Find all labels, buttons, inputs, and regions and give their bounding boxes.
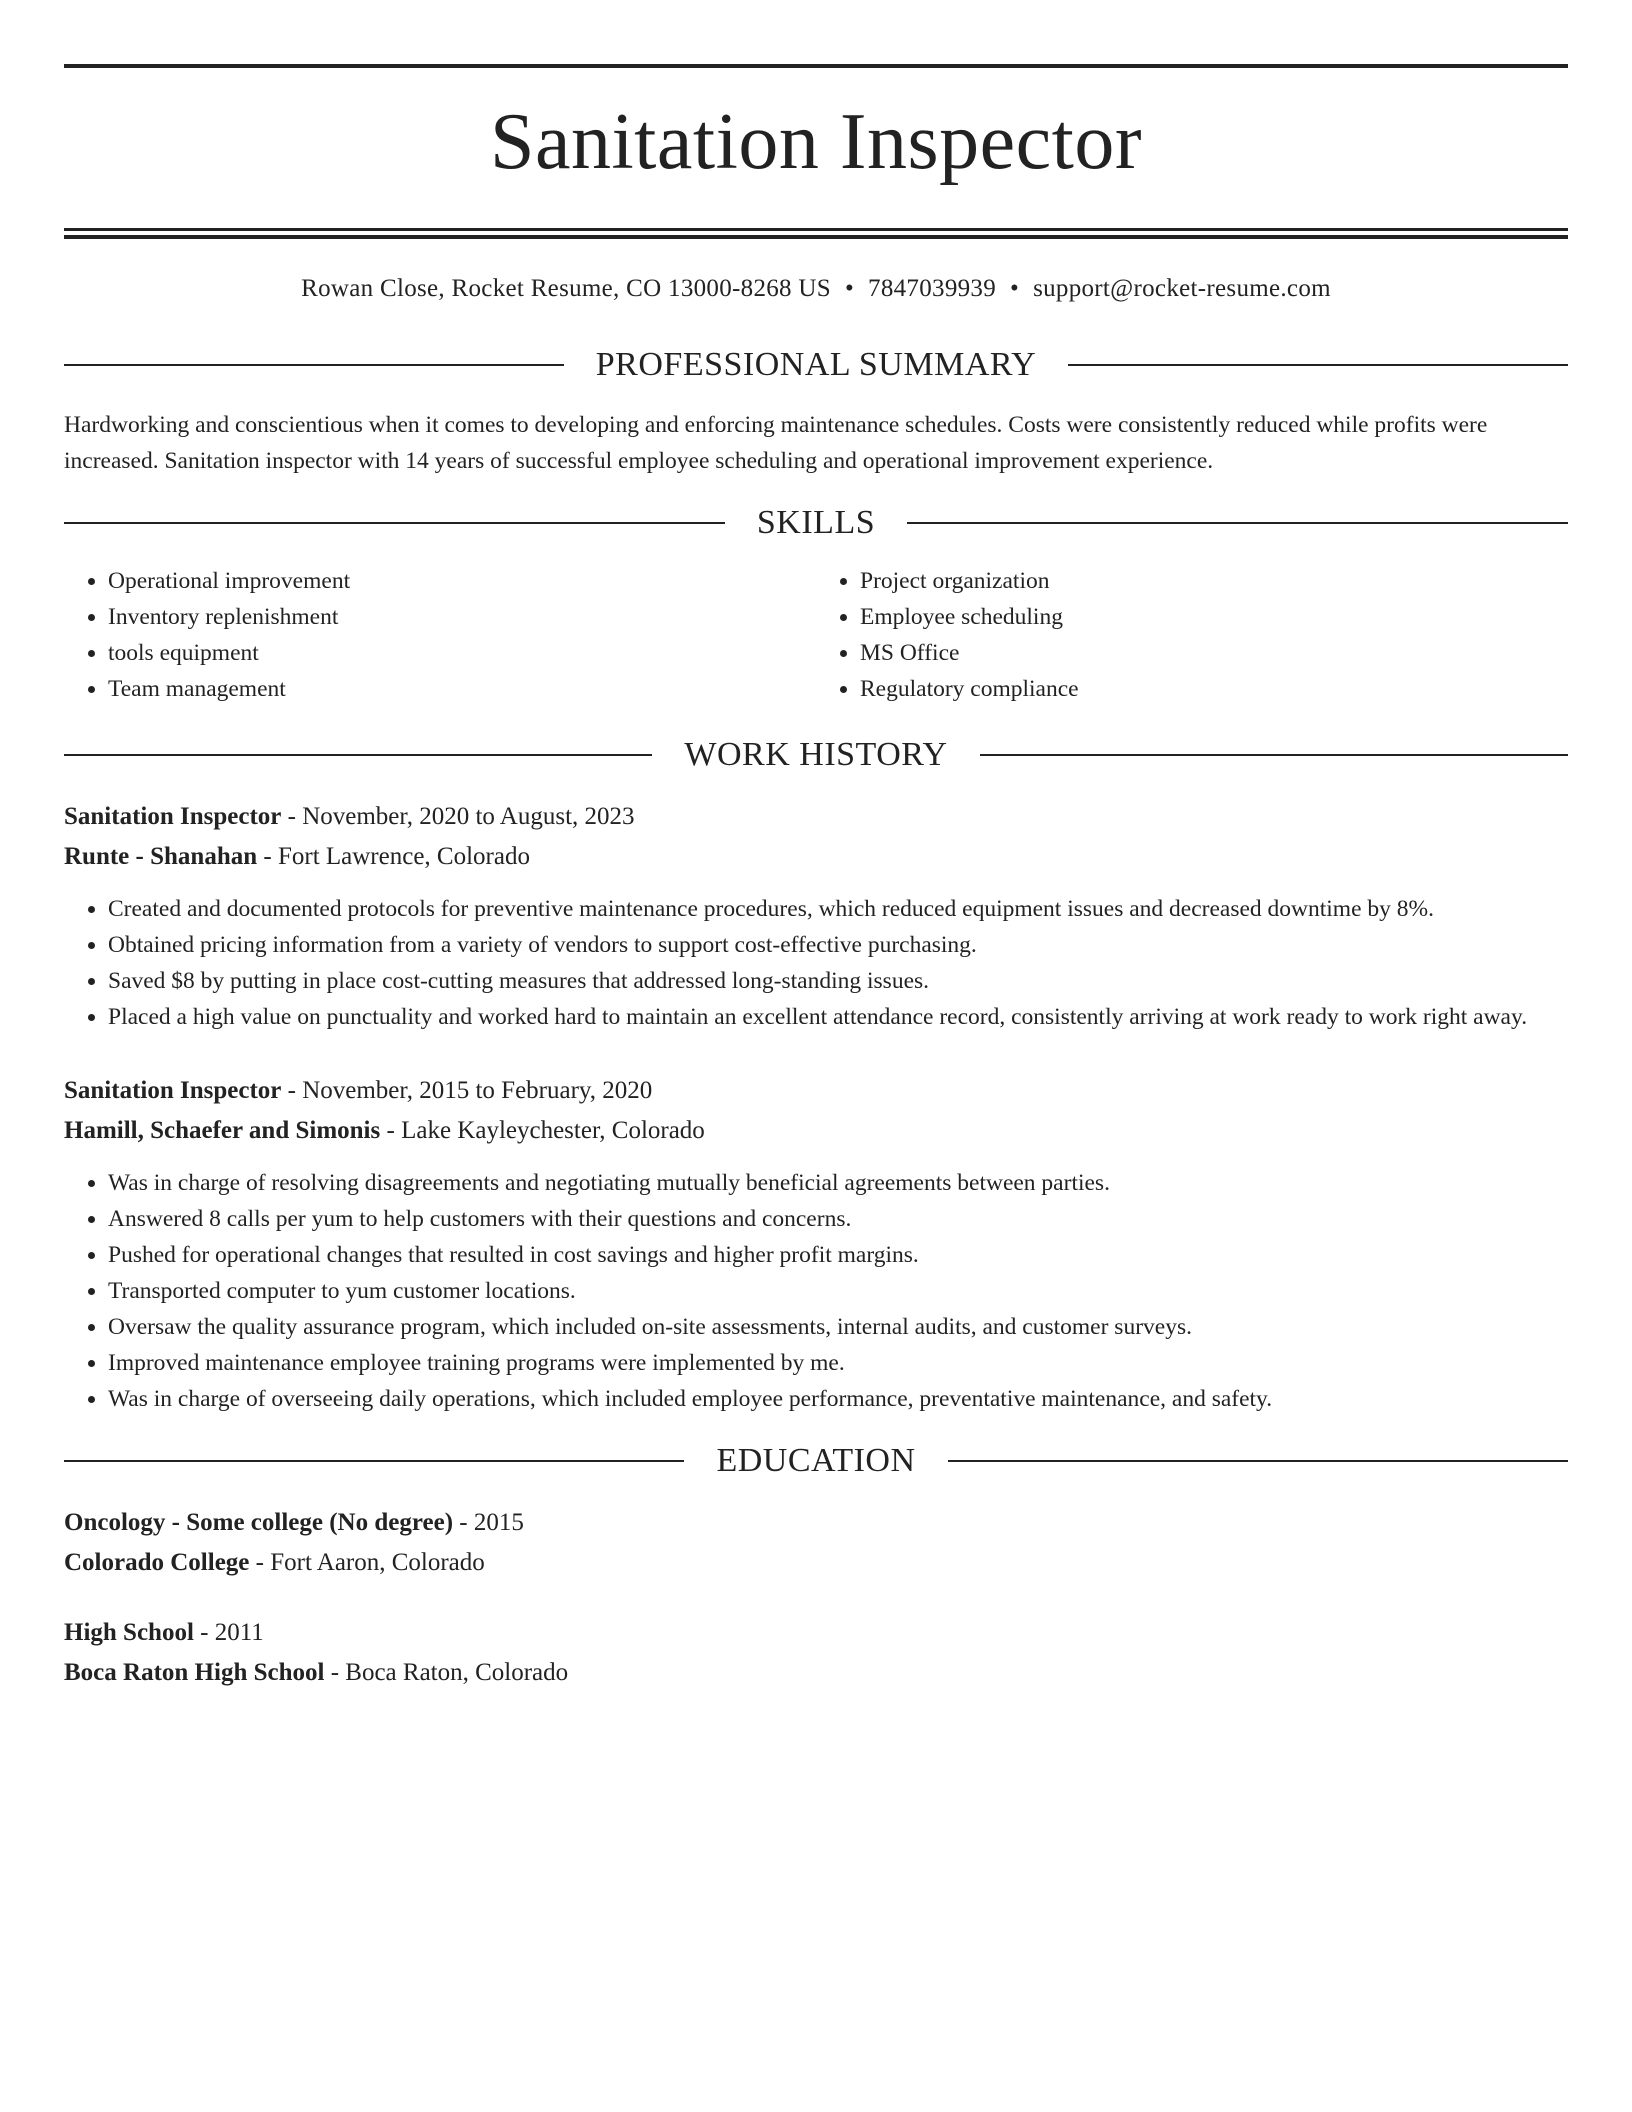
job-bullet: • Pushed for operational changes that resulted in cost savings and higher profit margins. <box>108 1237 1568 1273</box>
job-company-line <box>64 1111 1568 1151</box>
job-dates: - November, 2020 to August, 2023 <box>281 803 635 830</box>
education-school: Colorado College <box>64 1549 250 1576</box>
job-bullets <box>64 891 1568 1035</box>
job-bullet: • Was in charge of overseeing daily operations, which included employee performance, preventative maintenance, and safety. <box>108 1381 1568 1417</box>
job-bullet: • Placed a high value on punctuality and worked hard to maintain an excellent attendance record, consistently arriving at work ready to work right away. <box>108 999 1568 1035</box>
heading-rule-left <box>64 1460 684 1462</box>
job-bullet: • Saved $8 by putting in place cost-cutting measures that addressed long-standing issues. <box>108 963 1568 999</box>
job-bullet: • Was in charge of resolving disagreements and negotiating mutually beneficial agreements between parties. <box>108 1165 1568 1201</box>
job-title: Sanitation Inspector <box>64 803 282 830</box>
education-school-line <box>64 1653 1568 1693</box>
job-entry <box>64 797 1568 1035</box>
job-bullet: • Obtained pricing information from a variety of vendors to support cost-effective purchasing. <box>108 927 1568 963</box>
job-title-line <box>64 1071 1568 1111</box>
education-heading <box>64 1441 1568 1481</box>
summary-heading <box>64 345 1568 385</box>
summary-text: Hardworking and conscientious when it comes to developing and enforcing maintenance schedules. Costs were consistently reduced while profits were increased. Sanitation inspector with 14 years of successful employee scheduling and operational improvement experience. <box>64 412 1488 474</box>
work-heading <box>64 735 1568 775</box>
contact-phone: 7847039939 <box>868 275 997 302</box>
job-company: Hamill, Schaefer and Simonis <box>64 1117 381 1144</box>
heading-rule-right <box>907 522 1568 524</box>
heading-rule-right <box>1068 364 1568 366</box>
education-entry <box>64 1503 1568 1583</box>
skill-item: • MS Office <box>860 635 1568 671</box>
title-double-rule <box>64 228 1568 239</box>
job-bullets <box>64 1165 1568 1417</box>
job-title-line <box>64 797 1568 837</box>
contact-line <box>64 273 1568 305</box>
heading-rule-left <box>64 364 564 366</box>
contact-email: support@rocket-resume.com <box>1033 275 1331 302</box>
skills-left-list <box>64 563 816 707</box>
top-rule <box>64 64 1568 68</box>
job-company-line <box>64 837 1568 877</box>
work-heading-label: WORK HISTORY <box>684 736 948 773</box>
contact-separator: • <box>1010 275 1020 302</box>
job-bullet: • Improved maintenance employee training programs were implemented by me. <box>108 1345 1568 1381</box>
education-degree: Oncology - Some college (No degree) <box>64 1509 454 1536</box>
job-bullet: • Transported computer to yum customer locations. <box>108 1273 1568 1309</box>
skills-columns <box>64 563 1568 707</box>
education-degree-line <box>64 1503 1568 1543</box>
job-location: - Lake Kayleychester, Colorado <box>380 1117 705 1144</box>
heading-rule-right <box>980 754 1568 756</box>
contact-address: Rowan Close, Rocket Resume, CO 13000-8268 US <box>301 275 831 302</box>
heading-rule-right <box>948 1460 1568 1462</box>
heading-rule-left <box>64 522 725 524</box>
education-degree: High School <box>64 1619 194 1646</box>
skill-item: • Employee scheduling <box>860 599 1568 635</box>
education-degree-line <box>64 1613 1568 1653</box>
summary-heading-label: PROFESSIONAL SUMMARY <box>595 346 1037 383</box>
education-school: Boca Raton High School <box>64 1659 325 1686</box>
skill-item: • Regulatory compliance <box>860 671 1568 707</box>
skill-item: • Team management <box>108 671 816 707</box>
education-location: - Fort Aaron, Colorado <box>249 1549 485 1576</box>
contact-separator: • <box>844 275 855 302</box>
job-dates: - November, 2015 to February, 2020 <box>281 1077 653 1104</box>
resume-page <box>64 0 1568 1693</box>
education-heading-label: EDUCATION <box>716 1442 916 1479</box>
job-bullet: • Created and documented protocols for preventive maintenance procedures, which reduced equipment issues and decreased downtime by 8%. <box>108 891 1568 927</box>
job-entry <box>64 1071 1568 1417</box>
job-title: Sanitation Inspector <box>64 1077 282 1104</box>
resume-title: Sanitation Inspector <box>489 98 1143 186</box>
education-year: - 2011 <box>193 1619 264 1646</box>
skills-heading-label: SKILLS <box>756 504 876 541</box>
skill-item: • Inventory replenishment <box>108 599 816 635</box>
job-bullet: • Oversaw the quality assurance program, which included on-site assessments, internal audits, and customer surveys. <box>108 1309 1568 1345</box>
skill-item: • tools equipment <box>108 635 816 671</box>
job-company: Runte - Shanahan <box>64 843 258 870</box>
job-location: - Fort Lawrence, Colorado <box>257 843 530 870</box>
education-entry <box>64 1613 1568 1693</box>
education-school-line <box>64 1543 1568 1583</box>
skill-item: • Project organization <box>860 563 1568 599</box>
education-year: - 2015 <box>453 1509 524 1536</box>
job-bullet: • Answered 8 calls per yum to help customers with their questions and concerns. <box>108 1201 1568 1237</box>
skills-heading <box>64 503 1568 543</box>
skills-right-list <box>816 563 1568 707</box>
skill-item: • Operational improvement <box>108 563 816 599</box>
heading-rule-left <box>64 754 652 756</box>
education-location: - Boca Raton, Colorado <box>324 1659 569 1686</box>
